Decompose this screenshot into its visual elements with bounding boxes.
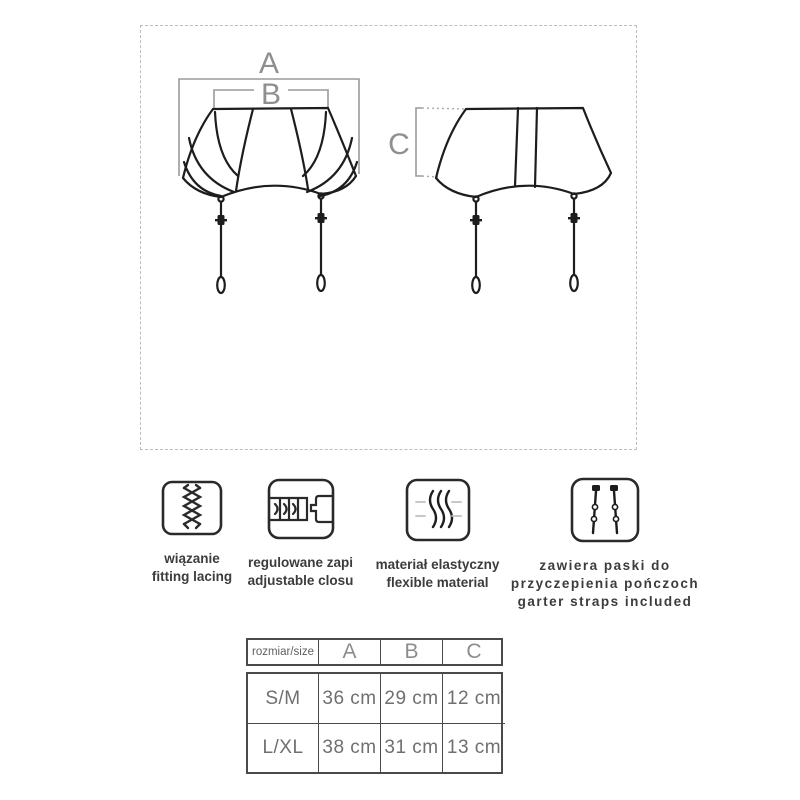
size-table xyxy=(246,638,503,774)
size-lxl-label: L/XL xyxy=(248,723,318,772)
size-sm-label: S/M xyxy=(265,687,301,709)
feature-garter-straps xyxy=(500,477,710,611)
lacing-icon xyxy=(161,480,223,541)
size-lxl-a: 38 cm xyxy=(318,723,380,772)
size-sm-a: 36 cm xyxy=(318,674,380,723)
feature-straps-label-pl-1: zawiera paski do xyxy=(539,558,671,573)
garter-belt-front-drawing xyxy=(183,108,357,293)
adjustable-closure-icon xyxy=(267,478,335,545)
feature-flexible-material xyxy=(360,478,515,592)
size-sm-c: 12 cm xyxy=(442,674,505,723)
feature-closure-label-en: adjustable closu xyxy=(247,573,354,588)
flexible-material-icon xyxy=(405,478,471,547)
size-lxl-c: 13 cm xyxy=(442,723,505,772)
feature-flexible-label-pl: materiał elastyczny xyxy=(375,557,500,572)
size-table-body xyxy=(246,672,503,774)
size-table-header-c: C xyxy=(442,640,505,664)
size-lxl-b: 31 cm xyxy=(380,723,442,772)
feature-straps-label-pl-2: przyczepienia pończoch xyxy=(510,576,700,591)
size-table-header-size: rozmiar/size xyxy=(252,646,314,658)
measurement-label-c: C xyxy=(388,128,410,161)
feature-lacing-label-en: fitting lacing xyxy=(151,569,233,584)
feature-straps-label-en: garter straps included xyxy=(517,594,693,609)
garter-strap-adjusters-front xyxy=(215,213,327,225)
feature-flexible-label-en: flexible material xyxy=(386,575,489,590)
garter-straps-icon xyxy=(570,477,640,548)
feature-lacing-label-pl: wiązanie xyxy=(164,551,220,566)
size-table-header-a: A xyxy=(318,640,380,664)
garter-strap-adjusters-back xyxy=(470,213,580,225)
feature-closure-label-pl: regulowane zapi xyxy=(247,555,354,570)
garter-belt-measurement-drawing xyxy=(141,26,638,451)
measurement-label-a: A xyxy=(258,47,280,80)
size-sm-b: 29 cm xyxy=(380,674,442,723)
measurement-diagram-panel xyxy=(140,25,637,450)
garter-belt-back-drawing xyxy=(436,108,611,293)
size-table-header xyxy=(246,638,503,666)
feature-adjustable-closure xyxy=(228,478,373,590)
measurement-label-b: B xyxy=(260,78,282,111)
size-table-header-b: B xyxy=(380,640,442,664)
